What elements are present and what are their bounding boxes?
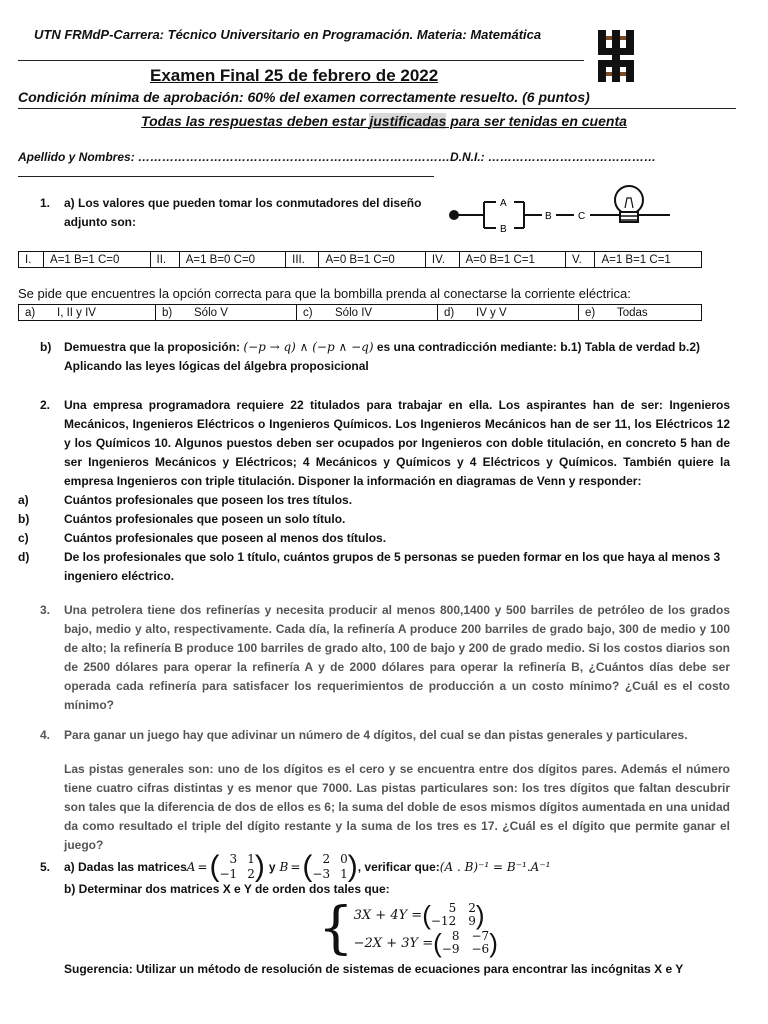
q1-b-post: es una contradicción mediante: b.1) Tabla de verdad b.2) Aplicando las leyes lógicas del álgebra proposicional [64, 340, 701, 373]
q1-a-text: a) Los valores que pueden tomar los conmutadores del diseño adjunto son: [64, 196, 422, 229]
matrix-cell: −1 [219, 867, 238, 881]
q2-items [18, 491, 730, 586]
matrix-cell: 0 [340, 852, 348, 866]
eq2-matrix [442, 930, 489, 956]
instruction-post: para ser tenidas en cuenta [446, 113, 627, 129]
option-num: IV. [425, 252, 459, 268]
matrix-cell: −7 [471, 929, 490, 943]
eq1-lhs: 3X + 4Y = [353, 907, 423, 923]
list-text: Cuántos profesionales que poseen los tres títulos. [64, 493, 353, 507]
equation-system: { 3X + 4Y = ( 5 2 −12 9 ) −2X + 3Y = ( 8 −7 −9 −6 ) [318, 896, 498, 961]
circuit-label-b2: B [545, 211, 552, 222]
option-num: II. [150, 252, 179, 268]
matrix-cell: 8 [451, 929, 460, 943]
list-key: c) [18, 531, 29, 545]
answer-key: a) [19, 305, 52, 321]
list-item [18, 491, 730, 510]
option-num: I. [19, 252, 44, 268]
instruction-line [0, 113, 768, 129]
q4-number: 4. [40, 728, 51, 742]
q5-number: 5. [40, 860, 51, 874]
q4-text2: Las pistas generales son: uno de los dígitos es el cero y se encuentra entre dos dígitos pares. Además el número tiene cuatro cifras distintas y es menor que 7000. Las pistas particulares son: los tres dígitos que faltan descubrir son tales que la diferencia de dos de ellos es 6; la suma del doble de esos mismos dígitos aumentada en una unidad da como resultado el triple del dígito restante y la suma de los tres es 17. ¿Cuál es el dígito que permite ganar el juego? [64, 762, 730, 852]
exam-title: Examen Final 25 de febrero de 2022 [150, 66, 439, 85]
matrix-cell: 5 [448, 901, 457, 915]
answer-val: IV y V [470, 305, 579, 321]
answer-key: c) [297, 305, 330, 321]
option-val: A=1 B=0 C=0 [179, 252, 285, 268]
answer-key: b) [156, 305, 189, 321]
q1-number: 1. [40, 196, 51, 210]
circuit-label-a: A [500, 198, 507, 209]
matrix-b [312, 852, 347, 882]
circuit-diagram [444, 180, 676, 240]
matrix-cell: 2 [468, 901, 476, 915]
q2-text: Una empresa programadora requiere 22 titulados para trabajar en ella. Los aspirantes han de ser: Ingenieros Mecánicos, Ingenieros Eléctricos o Ingenieros Químicos. Los Ingenieros Mecánicos han de ser 11, los Eléctricos 12 y los Químicos 10. Algunos puestos deben ser ocupados por Ingenieros con doble titulación, en concreto 5 han de ser Ingenieros Mecánicos y Eléctricos; 4 Mecánicos y Químicos y 4 Eléctricos y Químicos. También quiere la empresa Ingenieros con triple titulación. Disponer la información en diagramas de Venn y responder: [64, 398, 730, 488]
q1-b-text [64, 338, 740, 376]
matrix-cell: 3 [229, 852, 238, 866]
list-item [18, 510, 730, 529]
matrix-cell: −3 [312, 867, 331, 881]
name-dni-line: Apellido y Nombres: ……………………………………………………………………D.N.I.: …………………………………… [18, 150, 657, 164]
list-key: a) [18, 493, 29, 507]
q5-y: y [268, 860, 276, 874]
answer-val: Sólo IV [329, 305, 438, 321]
equation-1: 3X + 4Y = ( 5 2 −12 9 ) [353, 900, 485, 930]
option-num: III. [286, 252, 319, 268]
circuit-label-c: C [578, 211, 586, 222]
instruction-pre: Todas las respuestas deben estar [141, 113, 370, 129]
list-text: De los profesionales que solo 1 título, cuántos grupos de 5 personas se pueden formar en los que haya al menos 3 ingeniero eléctrico. [64, 550, 721, 583]
name-divider [18, 176, 434, 177]
condition-divider [18, 108, 736, 109]
course-header: UTN FRMdP-Carrera: Técnico Universitario en Programación. Materia: Matemática [34, 27, 542, 42]
utn-logo [594, 26, 638, 86]
answer-key: d) [438, 305, 471, 321]
matrix-cell: −6 [471, 942, 490, 956]
list-item [18, 529, 730, 548]
matrix-cell: −9 [441, 942, 460, 956]
matrix-cell: 2 [247, 867, 255, 881]
answer-choices-table [18, 304, 702, 321]
matrix-a [219, 852, 254, 882]
q3-number: 3. [40, 603, 51, 617]
q1-b-pre: Demuestra que la proposición: [64, 340, 244, 354]
answer-val: Todas [611, 305, 702, 321]
list-key: d) [18, 550, 30, 564]
q4-text: Para ganar un juego hay que adivinar un número de 4 dígitos, del cual se dan pistas generales y particulares. [64, 728, 688, 742]
option-val: A=1 B=1 C=1 [595, 252, 702, 268]
list-item [18, 548, 730, 586]
matrix-cell: 9 [468, 914, 476, 928]
option-num: V. [565, 252, 594, 268]
matrix-cell: 2 [322, 852, 331, 866]
matrix-cell: 1 [340, 867, 348, 881]
q1-b-label: b) [40, 340, 52, 354]
q2-number: 2. [40, 398, 51, 412]
eq1-matrix [431, 902, 476, 928]
eq2-lhs: −2X + 3Y = [353, 935, 434, 951]
approval-condition: Condición mínima de aprobación: 60% del examen correctamente resuelto. (6 puntos) [18, 89, 590, 105]
equation-2: −2X + 3Y = ( 8 −7 −9 −6 ) [353, 928, 498, 958]
q1-se-pide: Se pide que encuentres la opción correcta para que la bombilla prenda al conectarse la corriente eléctrica: [18, 286, 631, 301]
answer-val: Sólo V [188, 305, 297, 321]
q5-verify-formula: (A . B)⁻¹ = B⁻¹.A⁻¹ [439, 860, 551, 874]
q5-a-pre: a) Dadas las matrices [64, 860, 187, 874]
option-val: A=0 B=1 C=1 [459, 252, 565, 268]
q5-hint: Sugerencia: Utilizar un método de resolución de sistemas de ecuaciones para encontrar las incógnitas X e Y [64, 962, 684, 976]
matrix-cell: 1 [247, 852, 255, 866]
q5-a-line: a) Dadas las matrices A = ( 3 1 −1 2 ) y B = ( 2 0 −3 1 ) , verificar que: (A . B)⁻¹ = B⁻¹.A⁻¹ [64, 850, 551, 883]
matrix-a-name: A [186, 860, 196, 874]
q1-b-formula: (−p → q) ∧ (−p ∧ −q) [243, 340, 374, 354]
list-text: Cuántos profesionales que poseen un solo título. [64, 512, 346, 526]
instruction-highlight: justificadas [369, 113, 447, 129]
option-val: A=1 B=1 C=0 [44, 252, 150, 268]
matrix-cell: −12 [430, 914, 457, 928]
list-text: Cuántos profesionales que poseen al menos dos títulos. [64, 531, 387, 545]
circuit-label-b1: B [500, 224, 507, 235]
q3-text: Una petrolera tiene dos refinerías y necesita producir al menos 800,1400 y 500 barriles de petróleo de los grados bajo, medio y alto, respectivamente. Cada día, la refinería A produce 200 barriles de grado bajo, 300 de medio y 100 de alto; la refinería B produce 100 barriles de grado alto, 100 de bajo y 200 de grado medio. Si los costos diarios son de 2500 dólares para operar la refinería A y de 2000 dólares para operar la refinería B, ¿Cuántos días debe ser operada cada refinería para satisfacer los requerimientos de producción a un costo mínimo? ¿Cuál es el costo mínimo? [64, 603, 730, 712]
option-val: A=0 B=1 C=0 [319, 252, 425, 268]
matrix-b-name: B [279, 860, 289, 874]
answer-key: e) [579, 305, 612, 321]
q5-verify-pre: , verificar que: [357, 860, 440, 874]
q5-b-text: b) Determinar dos matrices X e Y de orden dos tales que: [64, 882, 390, 896]
header-divider [18, 60, 584, 61]
answer-val: I, II y IV [51, 305, 156, 321]
list-key: b) [18, 512, 30, 526]
switch-options-table [18, 251, 702, 268]
